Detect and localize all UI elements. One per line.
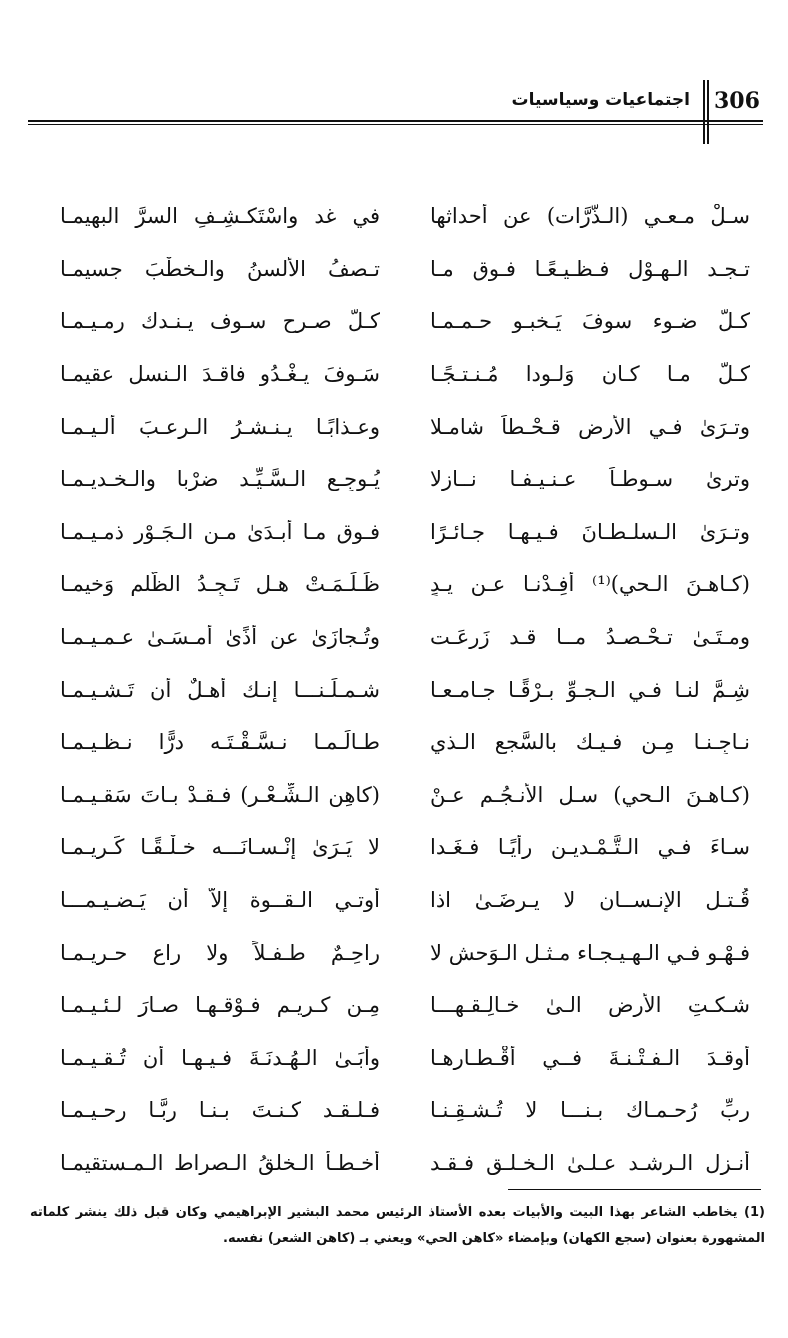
- verse-first-hemistich: تـجـد الـهـوْل فـظـيـعًـا فـوق مـا: [430, 256, 750, 281]
- verse-first-hemistich: أنـزِل الـرشـد عـلـىٰ الـخـلـق فـقـد: [430, 1150, 750, 1175]
- verse-first-hemistich: سـاءَ فـي الـتَّـمْـديـن رأيًـا فـغَـدا: [430, 835, 750, 860]
- verse-first-hemistich: شـكـتِ الأرض الـىٰ خـالِـقـهـــا: [430, 993, 750, 1018]
- verse-first-hemistich: وتـرَىٰ الـسلـطـانَ فـيـهـا جـائـرًا: [430, 519, 750, 544]
- verse-second-hemistich: أخـطـأ الـخلقُ الـصراط الـمـستقيمـا: [60, 1150, 380, 1175]
- verse: [60, 558, 750, 611]
- verse: [60, 926, 750, 979]
- verse-second-hemistich: لا يَـرَىٰ إنْـسـانَـــه خـلْـقًـا كَـريـمـا: [60, 835, 380, 860]
- verse-first-hemistich: سـلْ مـعـي (الـذَّرَّات) عن أحداثها: [430, 204, 750, 229]
- verse-second-hemistich: مِـن كـريـم فـوْقـهـا صـارَ لـئـيـمـا: [60, 993, 380, 1018]
- verse-second-hemistich: راحِـمٌ طـفـلاً ولا راع حـريـمـا: [60, 940, 380, 965]
- verse-first-hemistich: وترىٰ سـوطـاً عـنـيـفـا نــازلا: [430, 467, 750, 492]
- verse-second-hemistich: تـصفُ الألسنُ والـخطْبَ جسيمـا: [60, 256, 380, 281]
- verse: [60, 769, 750, 822]
- verse-second-hemistich: وأبَـىٰ الـهُـدنَـةَ فـيـهـا أن تُـقـيـمـا: [60, 1045, 380, 1070]
- verse-first-hemistich: ربِّ رُحـمـاك بـنـــا لا تُـشـقِـنـا: [430, 1098, 750, 1123]
- verse-second-hemistich: كـلُّ صـرح سـوف يـنـدك رمـيـمـا: [60, 309, 380, 334]
- verse: [60, 400, 750, 453]
- verse: [60, 1032, 750, 1085]
- verse-second-hemistich: شـمـلَـنـــا إنـك أهـلٌ أن تَـشـيـمـا: [60, 677, 380, 702]
- page-number: 306: [714, 88, 760, 114]
- verse: [60, 348, 750, 401]
- header-vertical-rule: [707, 80, 709, 144]
- verse-first-hemistich: نـاجِـنـا مِـن فـيـك بالسَّجع الـذي: [430, 730, 750, 755]
- verse-second-hemistich: (كاهِنِ الـشِّـعْـر) فـقـدْ بـاتَ سَقـيـمـا: [60, 782, 380, 807]
- verse-second-hemistich: أوتـي الـقــوة إلاَّ أن يَـضـيـمـــا: [60, 888, 380, 913]
- verse-second-hemistich: فـوق مـا أبـدَىٰ مـن الـجَـوْر ذمـيـمـا: [60, 519, 380, 544]
- verse-first-hemistich: قُـتـل الإنـســان لا يـرضَـىٰ اذا: [430, 888, 750, 913]
- verse: [60, 190, 750, 243]
- verse-first-hemistich: وتـرَىٰ فـي الأرض قـحْـطاً شامـلا: [430, 414, 750, 439]
- verse-second-hemistich: ظَـلَـمَـتْ هـل تَـجِـدُ الظُّلم وَخيمـا: [60, 572, 380, 597]
- verse-first-hemistich: شِـمَّ لنـا فـي الـجـوِّ بـرْقًـا جـامـعـا: [430, 677, 750, 702]
- verse-first-hemistich: (كـاهـنَ الـحي) سـلِ الأنـجُـم عـنْ: [430, 782, 750, 807]
- verse-first-hemistich: أوقـدَ الـفـتْـنـةَ فــي أقْـطـارهـا: [430, 1045, 750, 1070]
- verse: [60, 874, 750, 927]
- verse-second-hemistich: طـالَـمـا نـسَّـقْـتَـه درًّا نـظـيـمـا: [60, 730, 380, 755]
- verse: [60, 243, 750, 296]
- verse-second-hemistich: فـلـقـد كـنـتَ بـنـا ربًّـا رحـيـمـا: [60, 1098, 380, 1123]
- verse-second-hemistich: في غد واسْتَكـشِـفِ السرَّ البهيمـا: [60, 204, 380, 229]
- verse-second-hemistich: وتُـجازَىٰ عن أذًىٰ أمـسَـىٰ عـمـيـمـا: [60, 625, 380, 650]
- verse-first-hemistich: (كـاهـنَ الـحي)⁽¹⁾ أفِـدْنـا عـن يـدٍ: [430, 572, 750, 597]
- verse: [60, 506, 750, 559]
- verse-first-hemistich: فـهْـو فـي الـهـيـجـاء مـثـل الـوَحش لا: [430, 940, 750, 965]
- header-vertical-rule: [703, 80, 705, 144]
- verse-first-hemistich: ومـتَـىٰ تـحْـصـدُ مــا قـد زَرعَـت: [430, 625, 750, 650]
- verse: [60, 716, 750, 769]
- verse: [60, 663, 750, 716]
- running-title: اجتماعيات وسياسيات: [511, 90, 690, 110]
- header-rule-thin: [28, 124, 763, 125]
- header-rule: [28, 120, 763, 122]
- verse: [60, 979, 750, 1032]
- verse: [60, 1084, 750, 1137]
- verse: [60, 1137, 750, 1190]
- verse: [60, 453, 750, 506]
- verse-second-hemistich: سَـوفَ يـغْـدُو فاقـدَ الـنسل عقيمـا: [60, 362, 380, 387]
- verse-second-hemistich: وعـذابًـا يـنـشـرُ الـرعـبَ ألـيـمـا: [60, 414, 380, 439]
- footnote: (1) يخاطب الشاعر بهذا البيت والأبيات بعده الأستاذ الرئيس محمد البشير الإبراهيمي وكان قبل ذلك ينشر كلماته المشهورة بعنوان (سجع الكهان) وبإمضاء «كاهن الحي» ويعني بـ (كاهن الشعر) نفسه.: [30, 1205, 765, 1246]
- poem: [60, 190, 750, 1189]
- verse: [60, 611, 750, 664]
- footnote-rule: [508, 1189, 761, 1190]
- verse: [60, 821, 750, 874]
- verse-second-hemistich: يُـوجِـع الـسَّـيِّـد ضرْبا والـخـديـمـا: [60, 467, 380, 492]
- verse-first-hemistich: كـلُّ مـا كـان وَلـودا مُـنـتـجًـا: [430, 362, 750, 387]
- verse-first-hemistich: كـلُّ ضـوء سوفَ يَـخبـو حـمـمـا: [430, 309, 750, 334]
- verse: [60, 295, 750, 348]
